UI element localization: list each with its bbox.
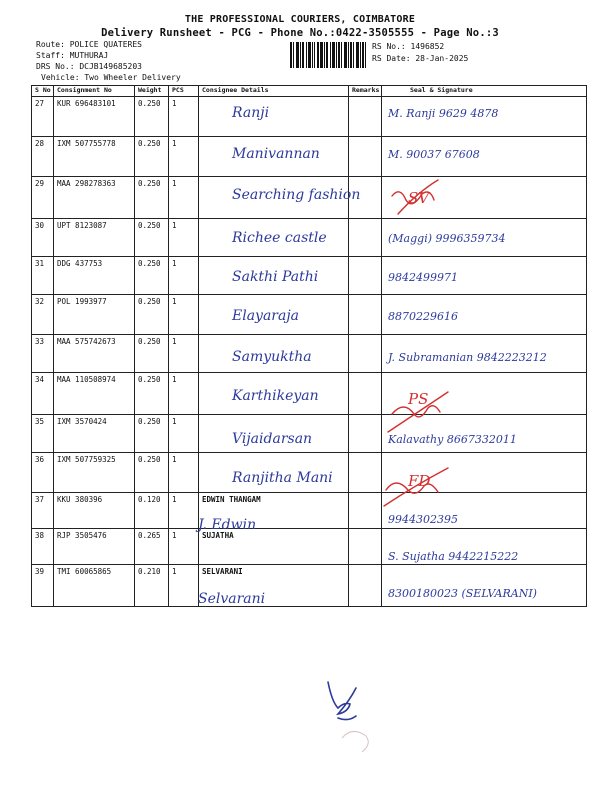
drs-number: DRS No.: DCJB149685203	[36, 62, 142, 71]
pcs-cell: 1	[169, 453, 199, 493]
seal-signature: S. Sujatha 9442215222	[388, 550, 519, 563]
supervisor-signature	[328, 682, 356, 714]
seal-signature: (Maggi) 9996359734	[388, 232, 506, 245]
col-consignment: Consignment No	[54, 86, 135, 97]
weight-cell: 0.265	[135, 529, 169, 565]
pcs-cell: 1	[169, 219, 199, 257]
consignment-cell: KKU 380396	[54, 493, 135, 529]
weight-cell: 0.120	[135, 493, 169, 529]
remarks-cell	[349, 257, 382, 295]
staff-label: Staff: MUTHURAJ	[36, 51, 109, 60]
pcs-cell: 1	[169, 335, 199, 373]
pcs-cell: 1	[169, 415, 199, 453]
col-seal: Seal & Signature	[382, 86, 587, 97]
handwritten-consignee: Samyuktha	[232, 349, 312, 365]
consignment-cell: MAA 575742673	[54, 335, 135, 373]
handwritten-consignee: Elayaraja	[232, 308, 300, 324]
consignment-cell: UPT 8123087	[54, 219, 135, 257]
seal-signature: M. 90037 67608	[388, 148, 480, 161]
pcs-cell: 1	[169, 295, 199, 335]
weight-cell: 0.210	[135, 565, 169, 607]
consignment-cell: DDG 437753	[54, 257, 135, 295]
weight-cell: 0.250	[135, 335, 169, 373]
seal-signature: Kalavathy 8667332011	[388, 433, 517, 446]
sno-cell: 29	[32, 177, 54, 219]
sno-cell: 35	[32, 415, 54, 453]
seal-signature: SV	[408, 189, 430, 207]
seal-signature: 8300180023 (SELVARANI)	[388, 587, 537, 600]
remarks-cell	[349, 415, 382, 453]
col-consignee: Consignee Details	[199, 86, 349, 97]
table-row	[32, 493, 587, 529]
handwritten-consignee: Karthikeyan	[232, 388, 319, 404]
sno-cell: 39	[32, 565, 54, 607]
remarks-cell	[349, 335, 382, 373]
pcs-cell: 1	[169, 257, 199, 295]
faint-stamp	[342, 731, 368, 752]
sno-cell: 38	[32, 529, 54, 565]
remarks-cell	[349, 565, 382, 607]
weight-cell: 0.250	[135, 177, 169, 219]
sno-cell: 30	[32, 219, 54, 257]
consignee-cell: SELVARANI	[199, 565, 349, 607]
col-weight: Weight	[135, 86, 169, 97]
weight-cell: 0.250	[135, 415, 169, 453]
consignment-cell: RJP 3505476	[54, 529, 135, 565]
consignment-cell: MAA 298278363	[54, 177, 135, 219]
sno-cell: 27	[32, 97, 54, 137]
rs-number: RS No.: 1496852	[372, 42, 445, 51]
vehicle-label: Vehicle: Two Wheeler Delivery	[41, 73, 181, 82]
table-header-row	[32, 86, 587, 97]
sno-cell: 28	[32, 137, 54, 177]
sno-cell: 37	[32, 493, 54, 529]
sno-cell: 32	[32, 295, 54, 335]
consignment-cell: TMI 60065865	[54, 565, 135, 607]
handwritten-consignee: Manivannan	[232, 146, 320, 162]
sno-cell: 34	[32, 373, 54, 415]
handwritten-consignee: Ranji	[232, 105, 270, 121]
barcode-image	[290, 42, 366, 68]
remarks-cell	[349, 295, 382, 335]
remarks-cell	[349, 453, 382, 493]
rs-date: RS Date: 28-Jan-2025	[372, 54, 469, 63]
sno-cell: 33	[32, 335, 54, 373]
sno-cell: 31	[32, 257, 54, 295]
pcs-cell: 1	[169, 565, 199, 607]
col-remarks: Remarks	[349, 86, 382, 97]
consignee-cell: SUJATHA	[199, 529, 349, 565]
weight-cell: 0.250	[135, 219, 169, 257]
delivery-table	[31, 85, 587, 607]
seal-signature: M. Ranji 9629 4878	[388, 107, 499, 120]
seal-signature: FD	[408, 472, 431, 490]
weight-cell: 0.250	[135, 97, 169, 137]
handwritten-consignee: Searching fashion	[232, 187, 361, 203]
table-row	[32, 565, 587, 607]
seal-signature: J. Subramanian 9842223212	[388, 351, 547, 364]
col-pcs: PCS	[169, 86, 199, 97]
seal-cell	[382, 565, 587, 607]
consignment-cell: POL 1993977	[54, 295, 135, 335]
runsheet-subtitle: Delivery Runsheet - PCG - Phone No.:0422-3505555 - Page No.:3	[101, 27, 499, 39]
pcs-cell: 1	[169, 177, 199, 219]
pcs-cell: 1	[169, 493, 199, 529]
consignee-cell: EDWIN THANGAM	[199, 493, 349, 529]
route-label: Route: POLICE QUATERES	[36, 40, 142, 49]
pcs-cell: 1	[169, 97, 199, 137]
consignee-cell	[199, 97, 349, 137]
sno-cell: 36	[32, 453, 54, 493]
remarks-cell	[349, 219, 382, 257]
handwritten-consignee: Selvarani	[198, 591, 266, 607]
remarks-cell	[349, 97, 382, 137]
consignment-cell: MAA 110508974	[54, 373, 135, 415]
remarks-cell	[349, 493, 382, 529]
company-title: THE PROFESSIONAL COURIERS, COIMBATORE	[184, 14, 416, 25]
handwritten-consignee: Richee castle	[232, 230, 327, 246]
seal-signature: 9842499971	[388, 271, 458, 284]
table-row	[32, 295, 587, 335]
col-sno: S No	[32, 86, 54, 97]
handwritten-consignee: Sakthi Pathi	[232, 269, 319, 285]
seal-signature: 9944302395	[388, 513, 458, 526]
consignment-cell: IXM 3570424	[54, 415, 135, 453]
weight-cell: 0.250	[135, 373, 169, 415]
handwritten-consignee: Vijaidarsan	[232, 431, 313, 447]
remarks-cell	[349, 137, 382, 177]
consignment-cell: IXM 507755778	[54, 137, 135, 177]
pcs-cell: 1	[169, 529, 199, 565]
consignment-cell: IXM 507759325	[54, 453, 135, 493]
table-row	[32, 97, 587, 137]
handwritten-consignee: J. Edwin	[198, 517, 257, 533]
remarks-cell	[349, 529, 382, 565]
seal-signature: PS	[408, 390, 429, 408]
pcs-cell: 1	[169, 137, 199, 177]
seal-signature: 8870229616	[388, 310, 458, 323]
remarks-cell	[349, 373, 382, 415]
weight-cell: 0.250	[135, 257, 169, 295]
weight-cell: 0.250	[135, 137, 169, 177]
weight-cell: 0.250	[135, 453, 169, 493]
weight-cell: 0.250	[135, 295, 169, 335]
consignment-cell: KUR 696483101	[54, 97, 135, 137]
handwritten-consignee: Ranjitha Mani	[232, 470, 333, 486]
pcs-cell: 1	[169, 373, 199, 415]
